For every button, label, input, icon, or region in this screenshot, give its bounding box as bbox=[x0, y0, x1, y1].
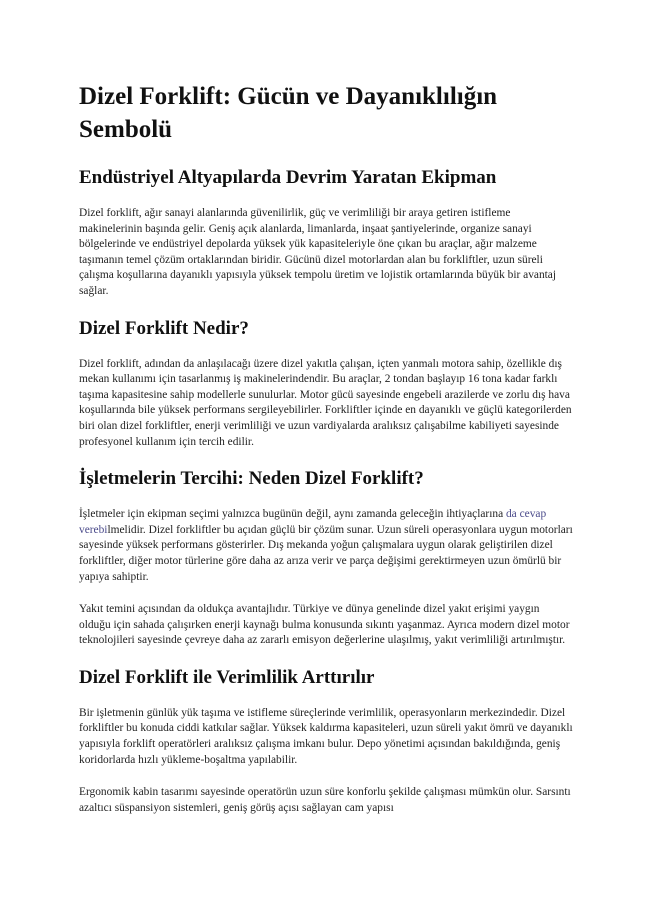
paragraph: Dizel forklift, ağır sanayi alanlarında güvenilirlik, güç ve verimliliği bir araya getiren istifleme makinelerinin başında gelir. Geniş açık alanlarda, limanlarda, inşaat şantiyelerinde, organize sanayi bölgelerinde ve endüstriyel depolarda yüksek yük kapasiteleriyle öne çıkan bu araçlar, ağır malzeme taşımanın temel çözüm ortaklarından biridir. Gücünü dizel motorlardan alan bu forkliftler, uzun süreli çalışma koşullarına dayanıklı yapısıyla yüksek tempolu üretim ve lojistik ortamlarında büyük bir avantaj sağlar. bbox=[79, 207, 557, 297]
section-heading: İşletmelerin Tercihi: Neden Dizel Forklift? bbox=[79, 468, 424, 490]
section-heading: Dizel Forklift Nedir? bbox=[79, 317, 249, 339]
section-what-is bbox=[79, 317, 573, 451]
section-heading: Endüstriyel Altyapılarda Devrim Yaratan Ekipman bbox=[79, 167, 497, 188]
section-heading: Dizel Forklift ile Verimlilik Arttırılır bbox=[79, 666, 375, 688]
paragraph bbox=[79, 507, 573, 585]
section-industrial bbox=[79, 166, 573, 300]
section-why-diesel bbox=[79, 467, 573, 649]
document-page bbox=[79, 80, 573, 833]
paragraph: Dizel forklift, adından da anlaşılacağı üzere dizel yakıtla çalışan, içten yanmalı motora sahip, özellikle dış mekan kullanımı için tasarlanmış iş makinelerindendir. Bu araçlar, 2 tondan başlayıp 16 tona kadar farklı taşıma kapasitesine sahip modellerle sunulurlar. Motor gücü sayesinde engebeli arazilerde ve zorlu dış hava koşullarında bile yüksek performans sergileyebilirler. Forkliftler içinde en dayanıklı ve güçlü kategorilerden biri olan dizel forkliftler, enerji verimliliği ve uzun vardiyalarda aralıksız çalışabilme kabiliyeti sayesinde profesyonel kullanım için tercih edilir. bbox=[79, 357, 572, 448]
paragraph: Ergonomik kabin tasarımı sayesinde operatörün uzun süre konforlu şekilde çalışması mümkün olur. Sarsıntı azaltıcı süspansiyon sistemleri, geniş görüş açısı sağlayan cam yapısı bbox=[79, 786, 571, 814]
paragraph-text: lmelidir. Dizel forkliftler bu açıdan güçlü bir çözüm sunar. Uzun süreli operasyonlara uygun motorları sayesinde yüksek performans gösterirler. Dış mekanda yoğun çalışmalara uygun olarak geliştirilen dizel forkliftler, diğer motor türlerine göre daha az arıza verir ve parça değişimi gerektirmeyen uzun ömürlü bir yapıya sahiptir. bbox=[79, 523, 573, 583]
paragraph: Bir işletmenin günlük yük taşıma ve istifleme süreçlerinde verimlilik, operasyonların merkezindedir. Dizel forkliftler bu konuda ciddi katkılar sağlar. Yüksek kaldırma kapasiteleri, uzun süreli yakıt ömrü ve dayanıklı yapısıyla forklift operatörleri aralıksız çalışma imkanı bulur. Depo yönetimi açısından bakıldığında, geniş koridorlarda hızlı yükleme-boşaltma yapılabilir. bbox=[79, 706, 573, 766]
paragraph: Yakıt temini açısından da oldukça avantajlıdır. Türkiye ve dünya genelinde dizel yakıt erişimi yaygın olduğu için sahada çalışırken enerji kaynağı bulma konusunda sıkıntı yaşanmaz. Ayrıca modern dizel motor teknolojileri sayesinde çevreye daha az zararlı emisyon değerlerine ulaşılmış, yakıt verimliliği artırılmıştır. bbox=[79, 603, 570, 647]
paragraph-text: İşletmeler için ekipman seçimi yalnızca bugünün değil, aynı zamanda geleceğin ihtiyaçlarına bbox=[79, 508, 506, 521]
section-efficiency bbox=[79, 666, 573, 817]
inline-link[interactable]: da cevap verebi bbox=[79, 508, 547, 536]
page-title: Dizel Forklift: Gücün ve Dayanıklılığın Sembolü bbox=[79, 83, 498, 143]
